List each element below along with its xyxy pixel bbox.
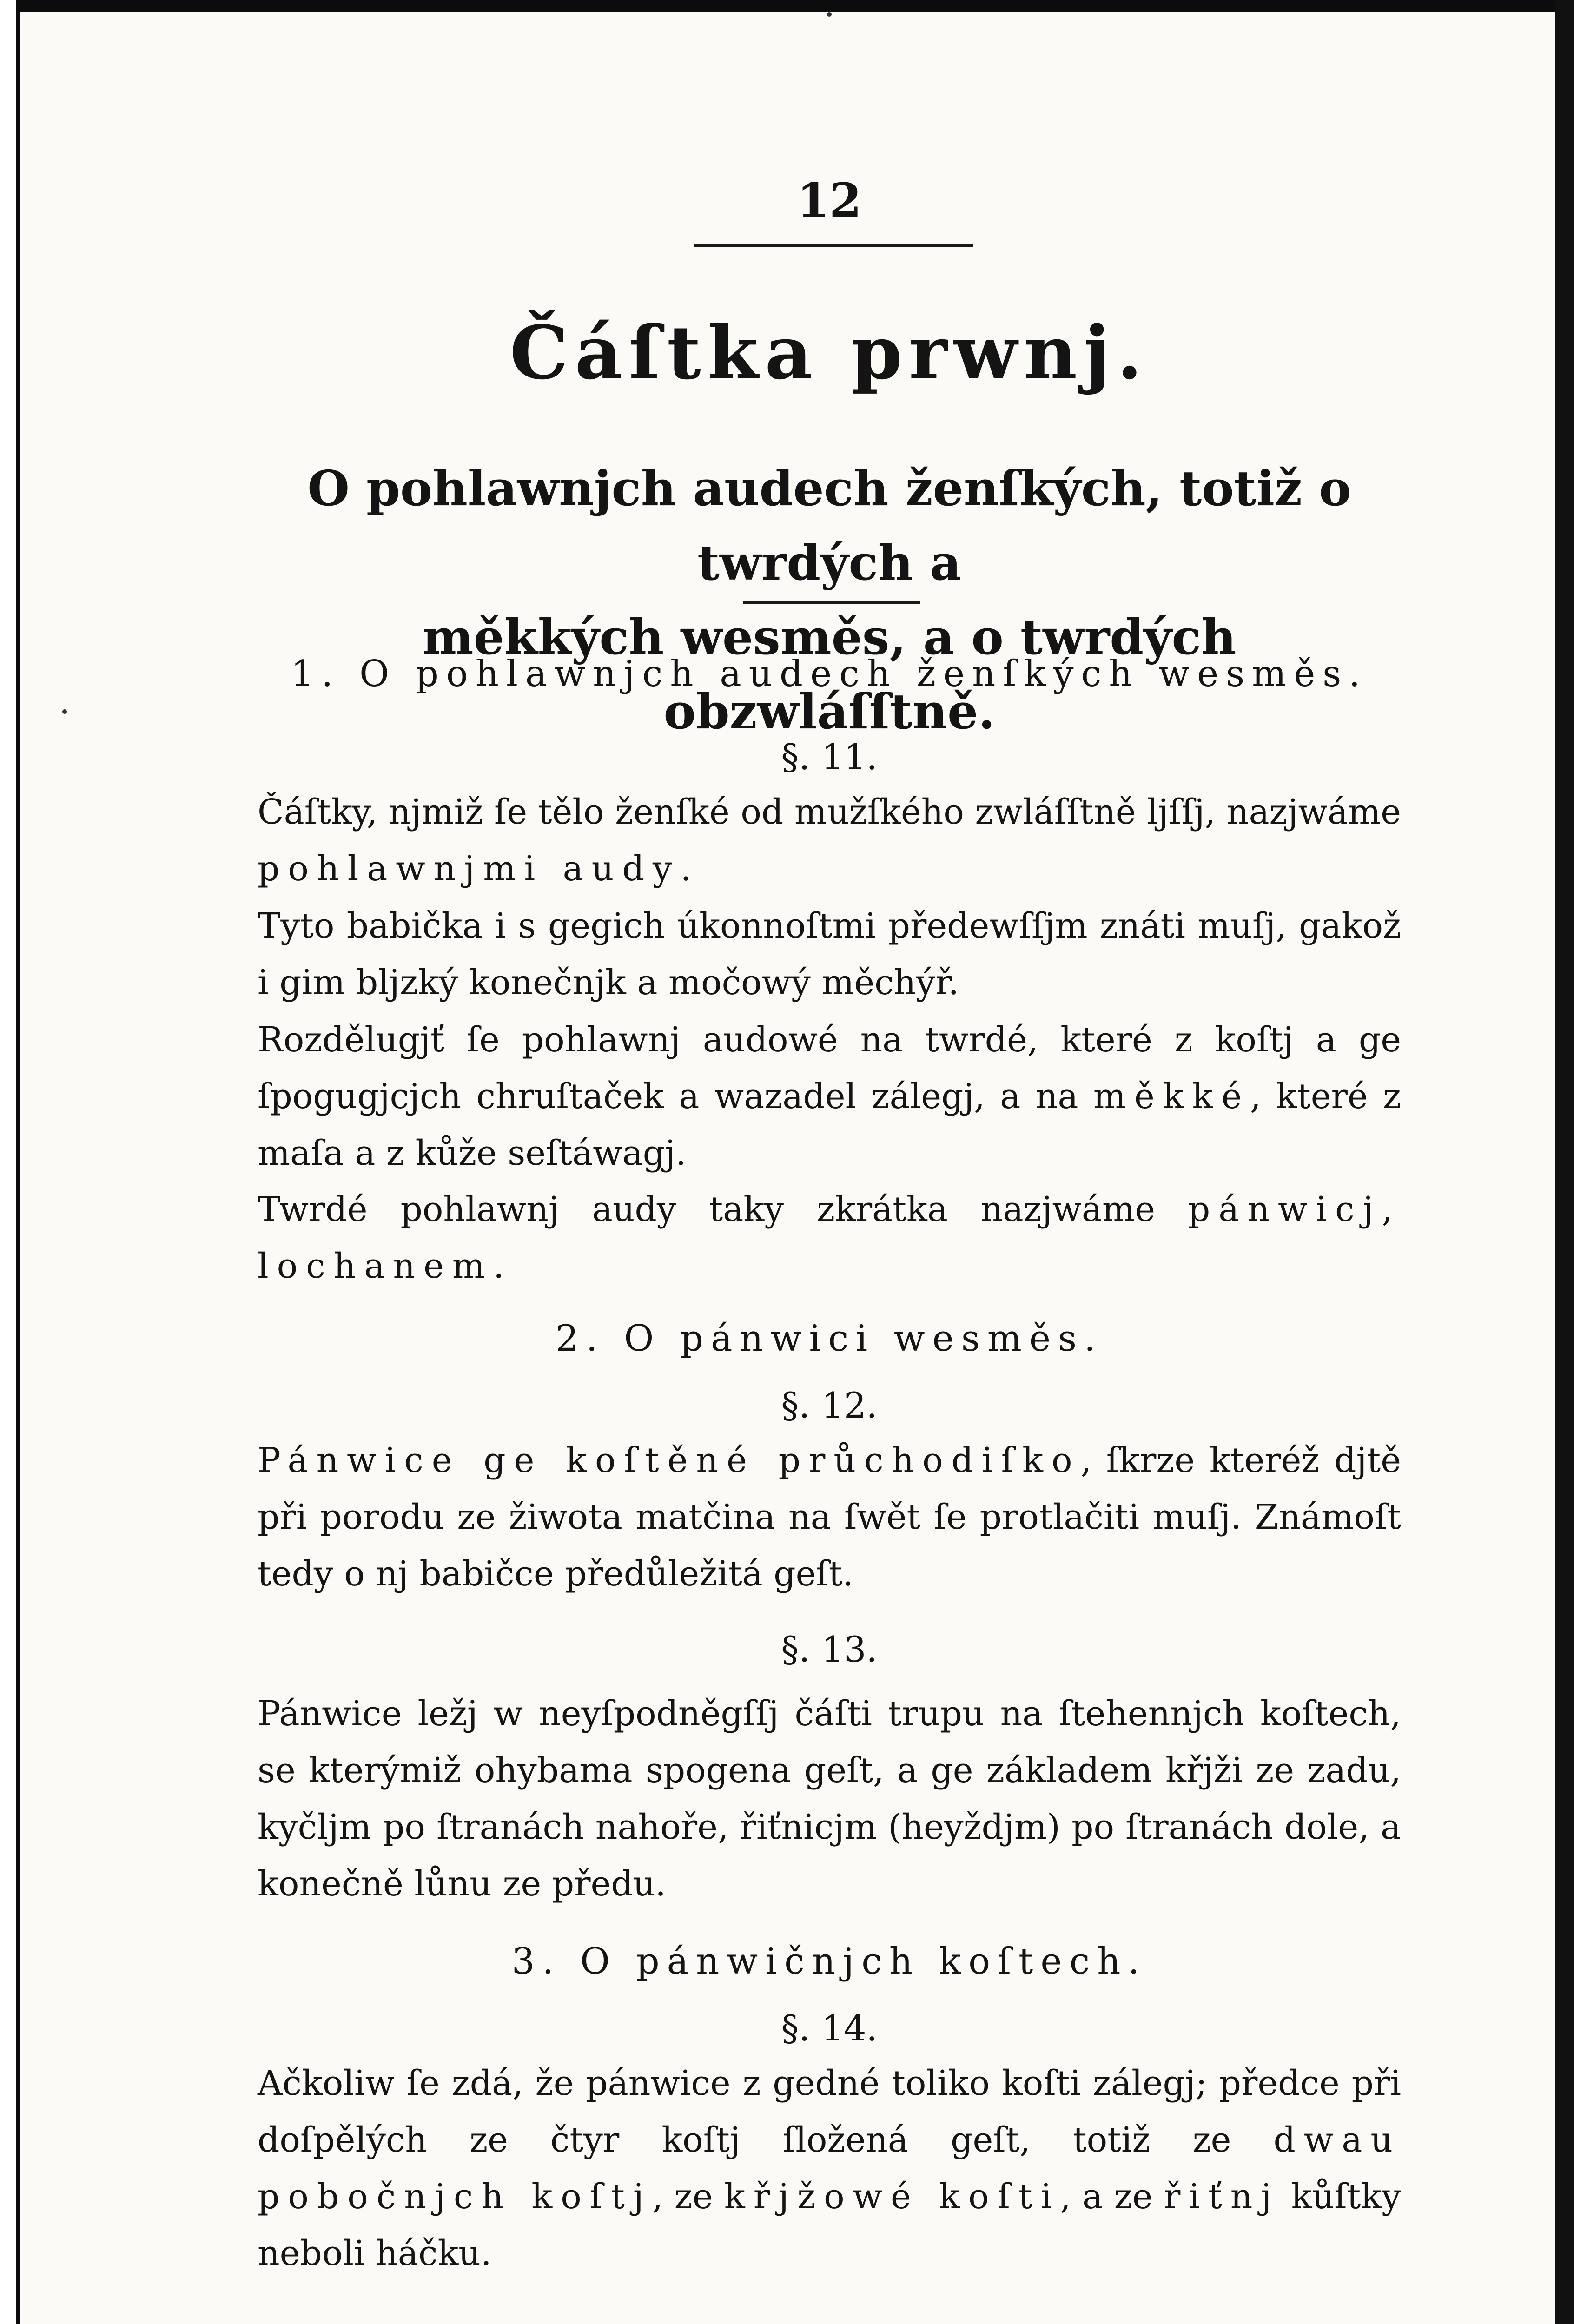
paragraph: Tyto babička i s gegich úkonnoſtmi předewſſjm znáti muſj, gakož i gim bljzký konečnjk a močowý měchýř. bbox=[258, 906, 1401, 1003]
text-run: , a ze bbox=[1060, 2177, 1164, 2217]
scan-speck bbox=[827, 12, 832, 17]
emphasized-term: Pánwice ge koſtěné průchodiſko bbox=[258, 1440, 1081, 1480]
text-run: Rozdělugjť ſe pohlawnj audowé na twrdé, které z koſtj a ge ſpogugjcjch chruſtaček a wazadel zálegj, a na bbox=[258, 1020, 1401, 1116]
part-subtitle bbox=[258, 451, 1401, 749]
paragraph-mark: §. 11. bbox=[781, 736, 878, 778]
paragraph-mark: §. 12. bbox=[781, 1385, 878, 1426]
text-run: , ſkrze kteréž djtě při porodu ze žiwota matčina na ſwět ſe protlačiti muſj. Známoſt tedy o nj babičce předůležitá geſt. bbox=[258, 1440, 1401, 1594]
text-run: , ze bbox=[652, 2177, 724, 2217]
text-run: . bbox=[680, 849, 692, 889]
paragraph bbox=[258, 2055, 1401, 2282]
paragraph-mark: §. 13. bbox=[781, 1629, 878, 1670]
section-heading: 1. O pohlawnjch audech ženſkých wesměs. bbox=[291, 653, 1368, 695]
emphasized-term: křjžowé koſti bbox=[724, 2177, 1060, 2217]
emphasized-term: dwau pobočnjch koſtj bbox=[258, 2120, 1401, 2217]
text-run: Ačkoliw ſe zdá, že pánwice z gedné toliko koſti zálegj; předce při doſpělých ze čtyr koſtj ſložená geſt, totiž ze bbox=[258, 2063, 1401, 2160]
paragraph-mark: §. 14. bbox=[781, 2007, 878, 2049]
part-subtitle-line: měkkých wesměs, a o twrdých obzwláſſtně. bbox=[422, 608, 1237, 740]
paragraph bbox=[258, 1011, 1401, 1182]
scan-border bbox=[1555, 0, 1574, 2324]
scan-speck bbox=[62, 709, 67, 714]
section-heading: 2. O pánwici wesměs. bbox=[556, 1318, 1103, 1360]
paragraph bbox=[258, 784, 1401, 897]
book-page bbox=[20, 12, 1555, 2324]
paragraph: Pánwice ležj w neyſpodněgſſj čáſti trupu na ſtehennjch koſtech, se kterýmiž ohybama spogena geſt, a ge základem křjži ze zadu, kyčljm po ſtranách nahoře, řiťnicjm (heyždjm) po ſtranách dole, a konečně lůnu ze předu. bbox=[258, 1694, 1401, 1904]
header-rule bbox=[694, 244, 973, 247]
text-run: . bbox=[493, 1246, 504, 1286]
emphasized-term: pánwicj, lochanem bbox=[258, 1189, 1401, 1286]
text-run: Čáſtky, njmiž ſe tělo ženſké od mužſkého zwláſſtně ljſſj, nazjwáme bbox=[258, 792, 1401, 832]
text-run: , které z maſa a z kůže seſtáwagj. bbox=[258, 1076, 1402, 1173]
text-run: Twrdé pohlawnj audy taky zkrátka nazjwáme bbox=[258, 1189, 1188, 1229]
section-divider-rule bbox=[743, 601, 920, 604]
page-number: 12 bbox=[797, 173, 862, 228]
paragraph bbox=[258, 1181, 1401, 1294]
section-heading: 3. O pánwičnjch koſtech. bbox=[511, 1941, 1147, 1982]
part-subtitle-line: O pohlawnjch audech ženſkých, totiž o twrdých a bbox=[307, 460, 1351, 591]
part-title: Čáſtka prwnj. bbox=[509, 310, 1149, 396]
emphasized-term: řiťnj bbox=[1164, 2177, 1280, 2217]
emphasized-term: pohlawnjmi audy bbox=[258, 849, 681, 889]
paragraph bbox=[258, 1432, 1401, 1602]
emphasized-term: měkké bbox=[1093, 1076, 1250, 1116]
text-run: kůſtky neboli háčku. bbox=[258, 2177, 1401, 2273]
page-spine-edge bbox=[0, 0, 16, 2324]
